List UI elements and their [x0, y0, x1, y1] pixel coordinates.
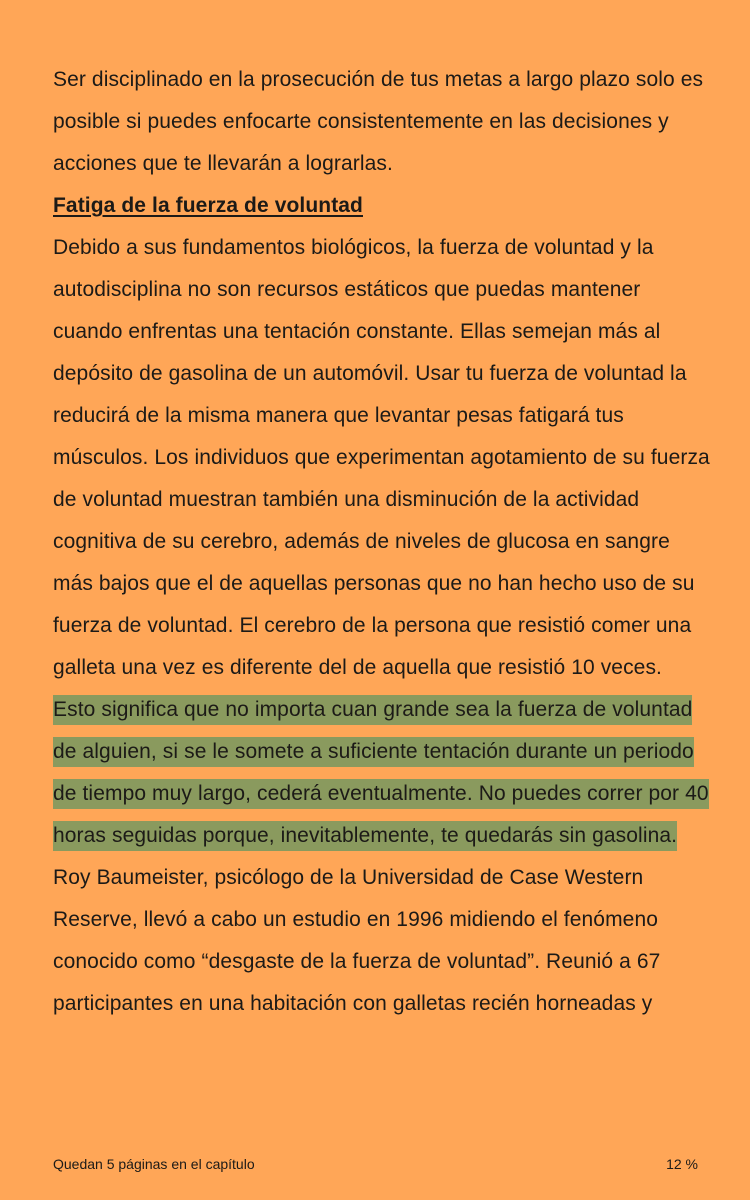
progress-percent: 12 %: [666, 1156, 698, 1172]
paragraph-highlighted[interactable]: [53, 689, 715, 857]
reading-pane[interactable]: [53, 59, 715, 1025]
reader-footer: [53, 1154, 698, 1174]
pages-left-label: Quedan 5 páginas en el capítulo: [53, 1156, 255, 1172]
highlight-span[interactable]: Esto significa que no importa cuan grande sea la fuerza de voluntad de alguien, si se le somete a suficiente tentación durante un periodo de tiempo muy largo, cederá eventualmente. No puedes correr por 40 horas seguidas porque, inevitablemente, te quedarás sin gasolina.: [53, 695, 709, 851]
paragraph-fatigue: Debido a sus fundamentos biológicos, la fuerza de voluntad y la autodisciplina no son recursos estáticos que puedas mantener cuando enfrentas una tentación constante. Ellas semejan más al depósito de gasolina de un automóvil. Usar tu fuerza de voluntad la reducirá de la misma manera que levantar pesas fatigará tus músculos. Los individuos que experimentan agotamiento de su fuerza de voluntad muestran también una disminución de la actividad cognitiva de su cerebro, además de niveles de glucosa en sangre más bajos que el de aquellas personas que no han hecho uso de su fuerza de voluntad. El cerebro de la persona que resistió comer una galleta una vez es diferente del de aquella que resistió 10 veces.: [53, 236, 710, 679]
section-heading: Fatiga de la fuerza de voluntad: [53, 194, 363, 217]
paragraph-baumeister: Roy Baumeister, psicólogo de la Universidad de Case Western Reserve, llevó a cabo un estudio en 1996 midiendo el fenómeno conocido como “desgaste de la fuerza de voluntad”. Reunió a 67 participantes en una habitación con galletas recién horneadas y: [53, 866, 661, 1015]
paragraph-intro: Ser disciplinado en la prosecución de tus metas a largo plazo solo es posible si puedes enfocarte consistentemente en las decisiones y acciones que te llevarán a lograrlas.: [53, 68, 704, 175]
